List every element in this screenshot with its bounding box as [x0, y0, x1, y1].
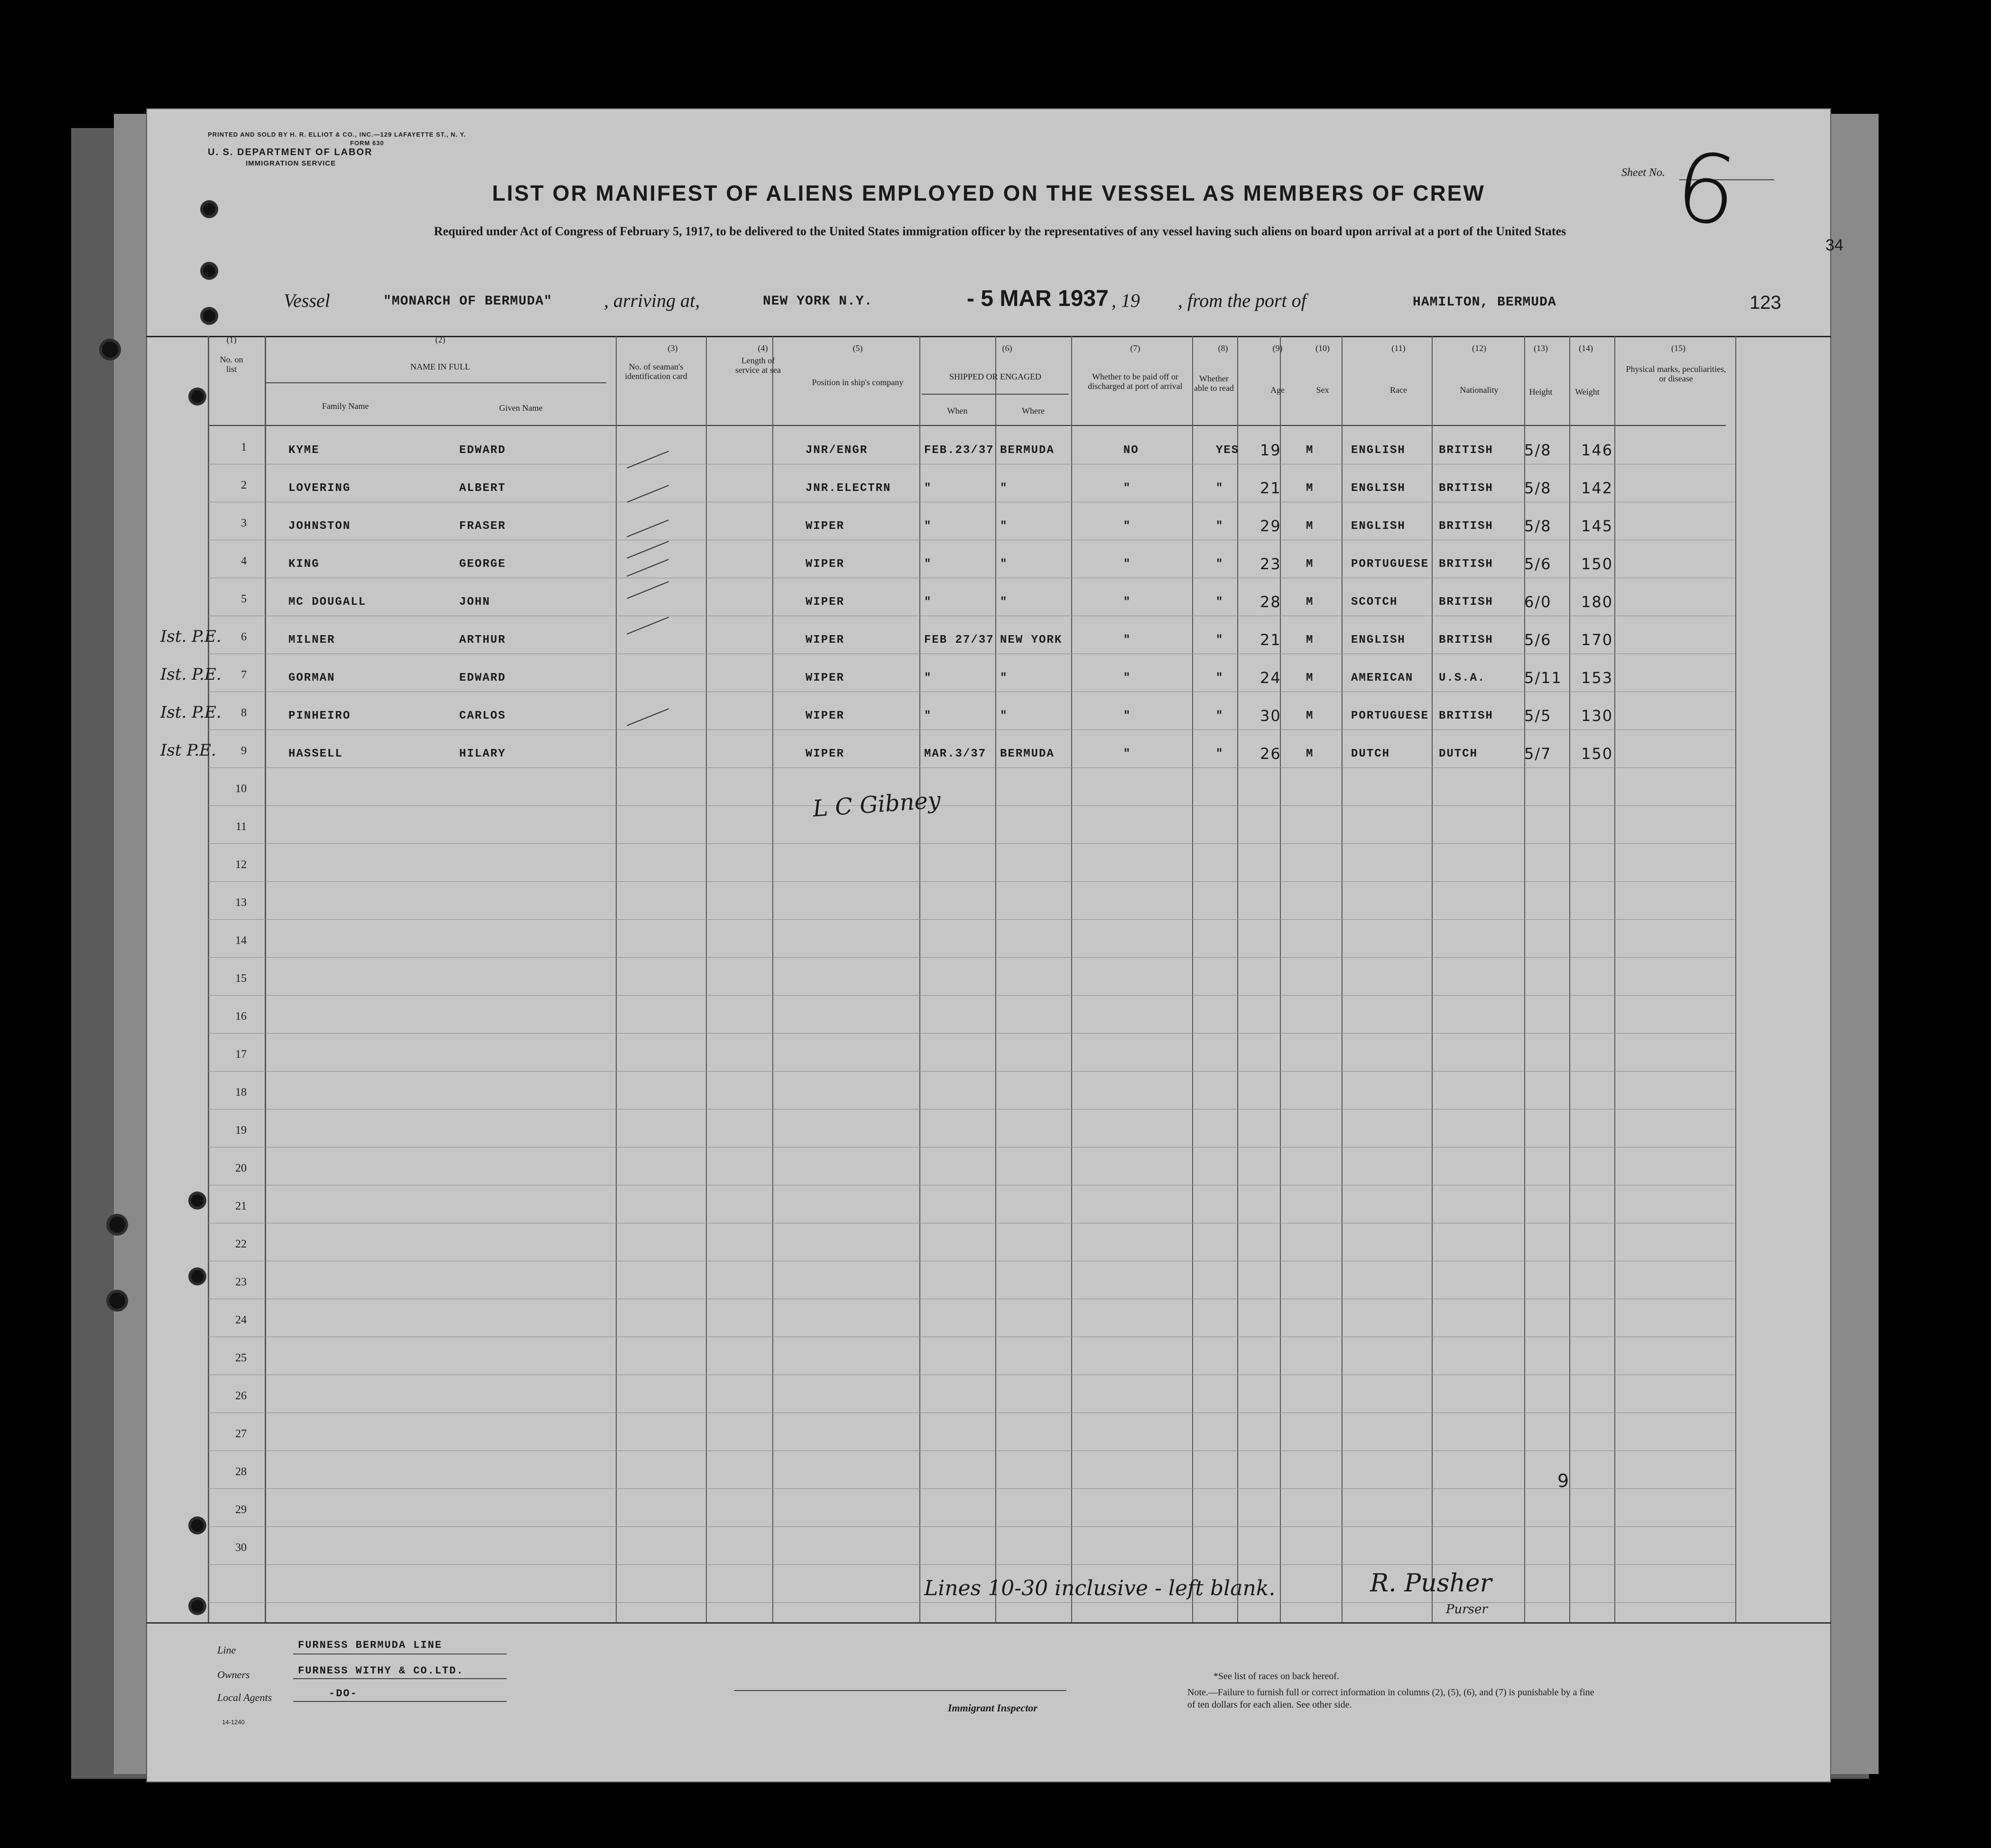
- table-row-rule: [208, 805, 1735, 806]
- crew-position: WIPER: [806, 672, 845, 684]
- header-weight: Weight: [1575, 387, 1600, 397]
- crew-when: FEB 27/37: [924, 634, 994, 647]
- crew-age: 23: [1260, 555, 1281, 573]
- row-number: 28: [235, 1466, 247, 1478]
- crew-given: ARTHUR: [459, 634, 506, 647]
- crew-sex: M: [1306, 634, 1314, 647]
- table-row-rule: [208, 1488, 1735, 1489]
- crew-nationality: BRITISH: [1439, 710, 1493, 722]
- header-when: When: [947, 406, 968, 416]
- table-column-rule: [1432, 336, 1433, 1622]
- crew-position: WIPER: [806, 748, 845, 760]
- col-num: (4): [758, 343, 768, 353]
- row-number: 16: [235, 1010, 247, 1023]
- id-card-dash: [627, 519, 669, 537]
- crew-where: ": [1000, 710, 1008, 722]
- table-row-rule: [208, 1526, 1735, 1527]
- crew-when: ": [924, 482, 932, 495]
- crew-sex: M: [1306, 672, 1314, 684]
- row-number: 21: [235, 1200, 247, 1212]
- table-column-rule: [772, 336, 773, 1622]
- punch-hole: [203, 310, 215, 322]
- from-port-label: , from the port of: [1178, 290, 1306, 311]
- id-card-dash: [627, 708, 669, 726]
- races-note: *See list of races on back hereof.: [1213, 1671, 1339, 1682]
- col-num: (6): [1002, 343, 1012, 353]
- crew-given: EDWARD: [459, 444, 506, 457]
- crew-family: KING: [288, 558, 320, 571]
- crew-sex: M: [1306, 596, 1314, 609]
- agents-label: Local Agents: [217, 1691, 272, 1703]
- crew-read: YES: [1216, 444, 1240, 457]
- header-where: Where: [1022, 406, 1045, 416]
- crew-when: ": [924, 710, 932, 722]
- id-card-dash: [627, 559, 669, 576]
- crew-race: PORTUGUESE: [1351, 558, 1429, 571]
- punch-hole: [191, 1519, 204, 1532]
- crew-sex: M: [1306, 710, 1314, 722]
- crew-read: ": [1216, 672, 1224, 684]
- crew-position: WIPER: [806, 634, 845, 647]
- crew-height: 6/0: [1524, 593, 1552, 611]
- crew-given: JOHN: [459, 596, 491, 609]
- crew-given: EDWARD: [459, 672, 506, 684]
- crew-position: WIPER: [806, 558, 845, 571]
- crew-race: SCOTCH: [1351, 596, 1398, 609]
- sheet-number-handwritten: 6: [1668, 130, 1744, 249]
- crew-height: 5/8: [1524, 441, 1552, 459]
- footer-underline: [293, 1678, 507, 1679]
- row-number: 25: [235, 1352, 247, 1364]
- crew-sex: M: [1306, 520, 1314, 533]
- col-num: (13): [1534, 343, 1548, 353]
- table-row-rule: [208, 1602, 1735, 1603]
- agents-value: -DO-: [329, 1688, 358, 1700]
- purser-signature: R. Pusher: [1370, 1569, 1492, 1598]
- table-column-rule: [1614, 336, 1615, 1622]
- row-number: 10: [235, 783, 247, 795]
- header-nationality: Nationality: [1460, 385, 1499, 395]
- row-number: 24: [235, 1314, 247, 1326]
- crew-age: 21: [1260, 479, 1281, 497]
- edge-number: 34: [1825, 236, 1843, 254]
- department-label: U. S. DEPARTMENT OF LABOR: [208, 147, 373, 157]
- col-num: (5): [852, 343, 863, 353]
- crew-when: ": [924, 558, 932, 571]
- col-num: (1): [226, 335, 237, 344]
- table-row-rule: [208, 1564, 1735, 1565]
- header-name-in-full: NAME IN FULL: [410, 362, 470, 371]
- margin-note: Ist. P.E.: [160, 665, 222, 684]
- page-subtitle: Required under Act of Congress of February 5, 1917, to be delivered to the United States immigration officer by the representatives of any vessel having such aliens on board upon arrival at a port of the United States: [434, 224, 1566, 238]
- crew-paid: ": [1123, 634, 1131, 647]
- crew-family: MC DOUGALL: [288, 596, 367, 609]
- table-row-rule: [208, 767, 1735, 768]
- crew-position: JNR.ELECTRN: [806, 482, 891, 495]
- crew-age: 26: [1260, 745, 1281, 763]
- table-row-rule: [208, 957, 1735, 958]
- table-column-rule: [208, 336, 209, 1622]
- crew-nationality: BRITISH: [1439, 444, 1493, 457]
- crew-height: 5/6: [1524, 631, 1552, 649]
- crew-family: MILNER: [288, 634, 335, 647]
- margin-note: Ist P.E.: [160, 741, 216, 760]
- crew-nationality: BRITISH: [1439, 596, 1493, 609]
- row-number: 30: [235, 1542, 247, 1554]
- crew-read: ": [1216, 482, 1224, 495]
- table-column-rule: [1569, 336, 1570, 1622]
- header-physical-marks: Physical marks, peculiarities, or disease: [1626, 364, 1726, 383]
- header-position: Position in ship's company: [812, 378, 904, 387]
- row-number: 7: [241, 669, 247, 681]
- header-paid-off: Whether to be paid off or discharged at port of arrival: [1088, 372, 1183, 391]
- row-number: 6: [241, 631, 247, 643]
- row-number: 17: [235, 1048, 247, 1061]
- row-number: 2: [241, 479, 247, 491]
- row-number: 5: [241, 593, 247, 605]
- crew-position: WIPER: [806, 596, 845, 609]
- crew-when: MAR.3/37: [924, 748, 987, 760]
- line-value: FURNESS BERMUDA LINE: [298, 1639, 443, 1651]
- crew-height: 5/11: [1524, 669, 1562, 687]
- row-number: 27: [235, 1428, 247, 1440]
- row-number: 18: [235, 1086, 247, 1099]
- crew-where: ": [1000, 672, 1008, 684]
- rivet: [109, 1293, 125, 1309]
- line-label: Line: [217, 1644, 236, 1656]
- crew-where: ": [1000, 558, 1008, 571]
- table-column-rule: [919, 336, 920, 1622]
- header-no-on-list: No. on list: [220, 355, 243, 374]
- crew-weight: 180: [1581, 593, 1613, 611]
- crew-when: ": [924, 596, 932, 609]
- name-divider: [265, 382, 606, 383]
- crew-read: ": [1216, 710, 1224, 722]
- table-column-rule: [1735, 336, 1736, 1622]
- sheet-number-label: Sheet No.: [1621, 166, 1665, 179]
- header-given-name: Given Name: [499, 403, 543, 413]
- table-column-rule: [1192, 336, 1193, 1622]
- col-num: (2): [435, 335, 445, 344]
- crew-when: ": [924, 520, 932, 533]
- crew-race: DUTCH: [1351, 748, 1390, 760]
- purser-title: Purser: [1446, 1602, 1488, 1617]
- crew-height: 5/8: [1524, 479, 1552, 497]
- form-code: 14-1240: [222, 1719, 245, 1726]
- crew-race: ENGLISH: [1351, 444, 1406, 457]
- col-num: (8): [1218, 343, 1228, 353]
- row-number: 15: [235, 972, 247, 985]
- inspector-label: Immigrant Inspector: [948, 1702, 1037, 1714]
- crew-age: 24: [1260, 669, 1281, 687]
- crew-age: 19: [1260, 441, 1281, 459]
- row-number: 26: [235, 1390, 247, 1402]
- punch-hole: [191, 1600, 204, 1612]
- crew-nationality: BRITISH: [1439, 482, 1493, 495]
- crew-paid: ": [1123, 482, 1131, 495]
- crew-sex: M: [1306, 748, 1314, 760]
- id-card-dash: [627, 617, 669, 634]
- owners-value: FURNESS WITHY & CO.LTD.: [298, 1665, 464, 1677]
- punch-hole: [191, 390, 204, 403]
- crew-height: 5/5: [1524, 707, 1552, 725]
- crew-weight: 153: [1581, 669, 1613, 687]
- col-num: (15): [1671, 343, 1685, 353]
- rivet: [102, 342, 118, 358]
- header-age: Age: [1270, 385, 1285, 395]
- col-num: (11): [1391, 343, 1406, 353]
- crew-nationality: BRITISH: [1439, 520, 1493, 533]
- crew-family: KYME: [288, 444, 320, 457]
- table-row-rule: [208, 843, 1735, 844]
- crew-read: ": [1216, 596, 1224, 609]
- crew-given: CARLOS: [459, 710, 506, 722]
- rivet: [109, 1217, 125, 1233]
- table-header-rule: [208, 425, 1726, 426]
- crew-weight: 130: [1581, 707, 1613, 725]
- crew-paid: ": [1123, 710, 1131, 722]
- printer-credit: PRINTED AND SOLD BY H. R. ELLIOT & CO., INC.—129 LAFAYETTE ST., N. Y.: [208, 131, 466, 138]
- crew-where: NEW YORK: [1000, 634, 1063, 647]
- crew-family: PINHEIRO: [288, 710, 351, 722]
- table-column-rule: [706, 336, 707, 1622]
- table-row-rule: [208, 1071, 1735, 1072]
- header-able-to-read: Whether able to read: [1194, 374, 1234, 393]
- header-family-name: Family Name: [322, 401, 369, 411]
- crew-where: BERMUDA: [1000, 748, 1055, 760]
- id-card-dash: [627, 541, 669, 558]
- punch-hole: [203, 265, 215, 277]
- service-label: IMMIGRATION SERVICE: [246, 159, 336, 167]
- crew-sex: M: [1306, 558, 1314, 571]
- crew-where: BERMUDA: [1000, 444, 1055, 457]
- punch-hole: [191, 1270, 204, 1283]
- table-column-rule: [1237, 336, 1238, 1622]
- owners-label: Owners: [217, 1669, 250, 1681]
- row-number: 1: [241, 441, 247, 453]
- crew-race: PORTUGUESE: [1351, 710, 1429, 722]
- inspector-signature-line: [734, 1690, 1066, 1691]
- crew-sex: M: [1306, 444, 1314, 457]
- table-column-rule: [995, 336, 996, 1622]
- table-row-rule: [208, 881, 1735, 882]
- header-sex: Sex: [1316, 385, 1329, 395]
- crew-height: 5/7: [1524, 745, 1552, 763]
- crew-height: 5/8: [1524, 517, 1552, 535]
- form-number: FORM 630: [350, 139, 384, 147]
- crew-weight: 170: [1581, 631, 1613, 649]
- footer-underline: [293, 1701, 507, 1702]
- crew-race: ENGLISH: [1351, 520, 1406, 533]
- crew-given: GEORGE: [459, 558, 506, 571]
- col-num: (3): [667, 343, 678, 353]
- crew-given: FRASER: [459, 520, 506, 533]
- table-row-rule: [208, 1033, 1735, 1034]
- margin-note: Ist. P.E.: [160, 627, 222, 646]
- header-height: Height: [1529, 387, 1553, 397]
- table-column-rule: [265, 336, 266, 1622]
- table-top-rule: [146, 336, 1831, 337]
- crew-paid: ": [1123, 748, 1131, 760]
- crew-given: ALBERT: [459, 482, 506, 495]
- col-num: (10): [1315, 343, 1330, 353]
- crew-nationality: DUTCH: [1439, 748, 1478, 760]
- crew-race: AMERICAN: [1351, 672, 1414, 684]
- header-race: Race: [1390, 385, 1407, 395]
- row-number: 23: [235, 1276, 247, 1288]
- crew-nationality: BRITISH: [1439, 634, 1493, 647]
- row-number: 29: [235, 1504, 247, 1516]
- header-length-service: Length of service at sea: [735, 356, 781, 375]
- crew-paid: ": [1123, 520, 1131, 533]
- crew-age: 21: [1260, 631, 1281, 649]
- inspector-signature: L C Gibney: [812, 786, 942, 822]
- id-card-dash: [627, 451, 669, 468]
- id-card-dash: [627, 485, 669, 502]
- crew-sex: M: [1306, 482, 1314, 495]
- crew-family: GORMAN: [288, 672, 335, 684]
- crew-when: ": [924, 672, 932, 684]
- crew-paid: ": [1123, 672, 1131, 684]
- page-title: LIST OR MANIFEST OF ALIENS EMPLOYED ON THE VESSEL AS MEMBERS OF CREW: [492, 181, 1485, 205]
- crew-where: ": [1000, 520, 1008, 533]
- page-number: 123: [1750, 292, 1781, 313]
- margin-note: Ist. P.E.: [160, 703, 222, 722]
- crew-position: JNR/ENGR: [806, 444, 868, 457]
- crew-position: WIPER: [806, 710, 845, 722]
- crew-race: ENGLISH: [1351, 482, 1406, 495]
- arriving-label: , arriving at,: [604, 290, 700, 311]
- crew-race: ENGLISH: [1351, 634, 1406, 647]
- row-number: 3: [241, 517, 247, 529]
- row-number: 22: [235, 1238, 247, 1250]
- crew-age: 28: [1260, 593, 1281, 611]
- crew-read: ": [1216, 748, 1224, 760]
- row-number: 13: [235, 896, 247, 909]
- table-row-rule: [208, 995, 1735, 996]
- row-number: 20: [235, 1162, 247, 1174]
- row-number: 14: [235, 934, 247, 947]
- crew-given: HILARY: [459, 748, 506, 760]
- row-number: 19: [235, 1124, 247, 1137]
- row-number: 9: [241, 745, 247, 757]
- crew-where: ": [1000, 482, 1008, 495]
- crew-nationality: BRITISH: [1439, 558, 1493, 571]
- crew-position: WIPER: [806, 520, 845, 533]
- punch-hole: [191, 1194, 204, 1207]
- crew-read: ": [1216, 520, 1224, 533]
- vessel-label: Vessel: [284, 290, 330, 311]
- crew-where: ": [1000, 596, 1008, 609]
- year-label: , 19: [1111, 290, 1140, 311]
- crew-read: ": [1216, 634, 1224, 647]
- manifest-sheet: [146, 108, 1843, 1783]
- id-card-dash: [627, 581, 669, 599]
- header-shipped: SHIPPED OR ENGAGED: [949, 372, 1041, 381]
- margin-number: 9: [1557, 1470, 1569, 1491]
- penalty-note: Note.—Failure to furnish full or correct information in columns (2), (5), (6), and (7) is punishable by a fine of ten dollars for each alien. See other side.: [1187, 1687, 1594, 1710]
- crew-weight: 142: [1581, 479, 1613, 497]
- crew-family: LOVERING: [288, 482, 351, 495]
- col-num: (12): [1472, 343, 1486, 353]
- crew-weight: 150: [1581, 555, 1613, 573]
- arrival-date-stamp: - 5 MAR 1937: [967, 286, 1109, 311]
- crew-read: ": [1216, 558, 1224, 571]
- from-port: HAMILTON, BERMUDA: [1413, 295, 1556, 310]
- row-number: 8: [241, 707, 247, 719]
- crew-paid: NO: [1123, 444, 1139, 457]
- lines-blank-note: Lines 10-30 inclusive - left blank.: [924, 1576, 1276, 1600]
- crew-age: 30: [1260, 707, 1281, 725]
- row-number: 4: [241, 555, 247, 567]
- crew-family: JOHNSTON: [288, 520, 351, 533]
- arriving-port: NEW YORK N.Y.: [763, 294, 873, 309]
- col-num: (14): [1579, 343, 1593, 353]
- header-id-card: No. of seaman's identification card: [625, 362, 687, 381]
- col-num: (7): [1130, 343, 1140, 353]
- crew-family: HASSELL: [288, 748, 343, 760]
- table-column-rule: [1071, 336, 1072, 1622]
- shipped-divider: [922, 394, 1069, 395]
- crew-age: 29: [1260, 517, 1281, 535]
- crew-paid: ": [1123, 558, 1131, 571]
- table-row-rule: [208, 919, 1735, 920]
- table-column-rule: [616, 336, 617, 1622]
- crew-weight: 145: [1581, 517, 1613, 535]
- col-num: (9): [1272, 343, 1283, 353]
- footer-rule: [146, 1622, 1831, 1624]
- crew-paid: ": [1123, 596, 1131, 609]
- crew-weight: 150: [1581, 745, 1613, 763]
- crew-nationality: U.S.A.: [1439, 672, 1486, 684]
- crew-weight: 146: [1581, 441, 1613, 459]
- vessel-name: "MONARCH OF BERMUDA": [383, 294, 553, 309]
- row-number: 12: [235, 859, 247, 871]
- crew-height: 5/6: [1524, 555, 1552, 573]
- table-column-rule: [1342, 336, 1343, 1622]
- row-number: 11: [235, 821, 247, 833]
- crew-when: FEB.23/37: [924, 444, 994, 457]
